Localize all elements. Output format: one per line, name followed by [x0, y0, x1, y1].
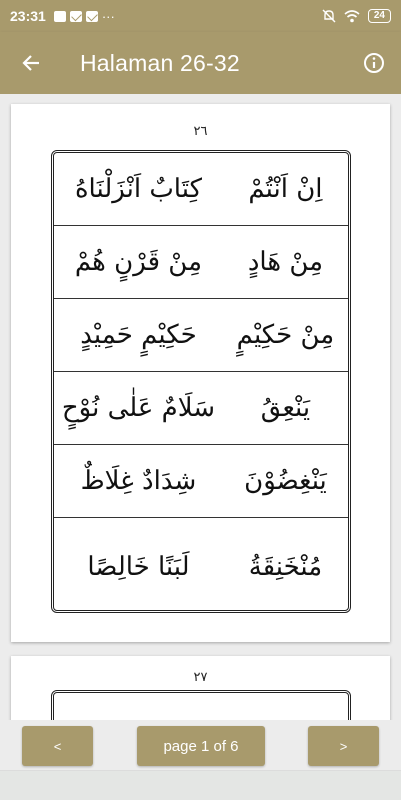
arabic-word-right: اِنْ اَنْتُمْ [248, 174, 323, 204]
mail-notification-icon [70, 11, 82, 22]
page-card-next [11, 656, 390, 720]
arrow-back-icon [21, 53, 41, 73]
system-navigation-bar [0, 770, 401, 800]
text-row [54, 372, 348, 445]
page-card [11, 104, 390, 642]
text-frame [51, 150, 351, 613]
text-row [54, 153, 348, 226]
text-row [54, 226, 348, 299]
arabic-word-right: مِنْ هَادٍ [247, 247, 324, 277]
text-row [54, 445, 348, 518]
mute-icon [322, 9, 336, 23]
next-page-button[interactable]: > [308, 726, 379, 766]
page-navigation [0, 720, 401, 770]
wifi-icon [344, 10, 360, 23]
arabic-word-left: مِنْ قَرْنٍ هُمْ [74, 247, 203, 277]
arabic-word-right: يَنْغِضُوْنَ [244, 466, 327, 496]
previous-page-button[interactable]: < [22, 726, 93, 766]
arabic-word-left: كِتَابٌ اَنْزَلْنَاهُ [74, 174, 202, 204]
page-title: Halaman 26-32 [80, 49, 240, 76]
status-time: 23:31 [10, 8, 46, 24]
more-notifications-icon: ··· [101, 8, 115, 24]
arabic-word-left: حَكِيْمٍ حَمِيْدٍ [80, 320, 197, 350]
battery-icon: 24 [368, 9, 391, 23]
page-viewer[interactable] [0, 94, 401, 720]
status-bar [0, 0, 401, 32]
mail-notification-icon-2 [86, 11, 98, 22]
arabic-word-right: مِنْ حَكِيْمٍ [236, 320, 335, 350]
arabic-word-left: لَبَنًا خَالِصًا [87, 551, 190, 582]
app-bar [0, 32, 401, 94]
text-row [54, 299, 348, 372]
text-row [54, 518, 348, 615]
page-number: ٢٦ [193, 124, 208, 139]
arabic-word-left: سَلَامٌ عَلٰى نُوْحٍ [61, 393, 216, 423]
info-button[interactable] [347, 32, 401, 94]
info-icon [363, 52, 385, 74]
page-number: ٢٧ [193, 670, 208, 685]
back-button[interactable] [0, 32, 62, 94]
page-indicator-button[interactable]: page 1 of 6 [137, 726, 265, 766]
gallery-notification-icon [54, 11, 66, 22]
text-frame [51, 690, 351, 720]
arabic-word-right: مُنْخَنِقَةُ [248, 551, 323, 582]
arabic-word-right: يَنْعِقُ [260, 393, 311, 423]
arabic-word-left: شِدَادٌ غِلَاظٌ [80, 466, 197, 496]
